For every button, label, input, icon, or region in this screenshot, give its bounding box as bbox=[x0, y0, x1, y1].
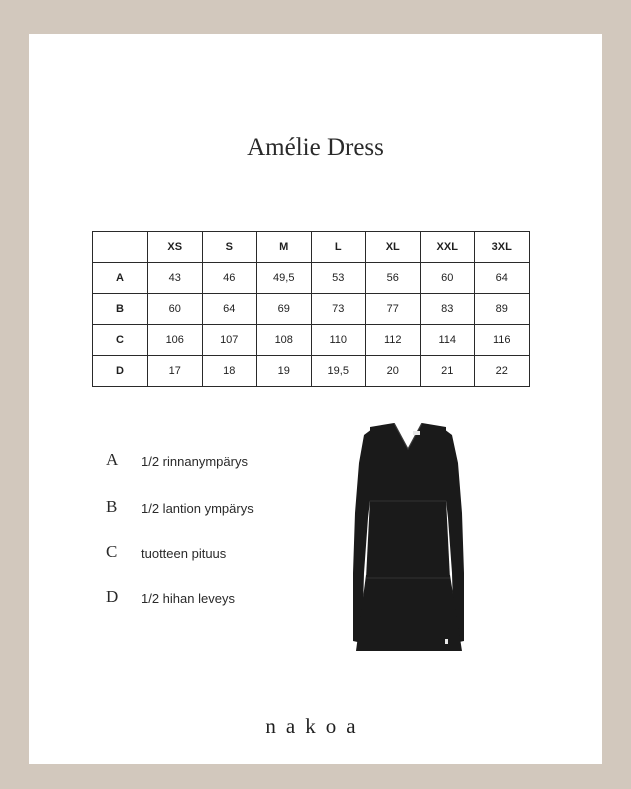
table-cell: 110 bbox=[311, 325, 366, 356]
table-cell: 22 bbox=[475, 356, 530, 387]
table-row bbox=[93, 263, 530, 294]
table-cell: 53 bbox=[311, 263, 366, 294]
row-label: C bbox=[93, 325, 148, 356]
table-cell: 60 bbox=[420, 263, 475, 294]
table-cell: 112 bbox=[366, 325, 421, 356]
legend-letter: D bbox=[106, 587, 119, 606]
table-cell: 108 bbox=[257, 325, 312, 356]
legend-text: 1/2 rinnanympärys bbox=[141, 454, 248, 469]
size-header: S bbox=[202, 232, 257, 263]
table-cell: 64 bbox=[475, 263, 530, 294]
table-corner-cell bbox=[93, 232, 148, 263]
table-row bbox=[93, 325, 530, 356]
table-cell: 89 bbox=[475, 294, 530, 325]
table-cell: 73 bbox=[311, 294, 366, 325]
table-row bbox=[93, 356, 530, 387]
product-title: Amélie Dress bbox=[247, 134, 384, 161]
table-cell: 19,5 bbox=[311, 356, 366, 387]
size-header: 3XL bbox=[475, 232, 530, 263]
table-cell: 107 bbox=[202, 325, 257, 356]
table-cell: 69 bbox=[257, 294, 312, 325]
table-cell: 18 bbox=[202, 356, 257, 387]
size-header: XXL bbox=[420, 232, 475, 263]
table-row bbox=[93, 294, 530, 325]
table-cell: 20 bbox=[366, 356, 421, 387]
legend-text: 1/2 hihan leveys bbox=[141, 591, 235, 606]
table-cell: 56 bbox=[366, 263, 421, 294]
dress-image bbox=[350, 423, 466, 655]
table-cell: 46 bbox=[202, 263, 257, 294]
legend-item bbox=[106, 497, 366, 521]
legend-letter: A bbox=[106, 450, 119, 469]
row-label: A bbox=[93, 263, 148, 294]
table-cell: 114 bbox=[420, 325, 475, 356]
legend-letter: B bbox=[106, 497, 118, 516]
size-table bbox=[92, 231, 530, 387]
legend-letter: C bbox=[106, 542, 118, 561]
table-cell: 77 bbox=[366, 294, 421, 325]
table-cell: 116 bbox=[475, 325, 530, 356]
table-header-row bbox=[93, 232, 530, 263]
dress-bodice bbox=[370, 423, 446, 501]
size-header: L bbox=[311, 232, 366, 263]
legend-item bbox=[106, 542, 366, 566]
legend-text: tuotteen pituus bbox=[141, 546, 227, 561]
row-label: B bbox=[93, 294, 148, 325]
size-header: XL bbox=[366, 232, 421, 263]
row-label: D bbox=[93, 356, 148, 387]
legend-item bbox=[106, 450, 366, 474]
legend-item bbox=[106, 587, 366, 611]
legend-text: 1/2 lantion ympärys bbox=[141, 501, 254, 516]
table-cell: 83 bbox=[420, 294, 475, 325]
table-cell: 17 bbox=[148, 356, 203, 387]
table-cell: 19 bbox=[257, 356, 312, 387]
table-cell: 60 bbox=[148, 294, 203, 325]
size-header: M bbox=[257, 232, 312, 263]
table-cell: 106 bbox=[148, 325, 203, 356]
table-cell: 43 bbox=[148, 263, 203, 294]
dress-middle-tier bbox=[366, 499, 450, 579]
size-header: XS bbox=[148, 232, 203, 263]
table-cell: 49,5 bbox=[257, 263, 312, 294]
table-cell: 64 bbox=[202, 294, 257, 325]
table-cell: 21 bbox=[420, 356, 475, 387]
brand-logo: nakoa bbox=[265, 714, 366, 738]
